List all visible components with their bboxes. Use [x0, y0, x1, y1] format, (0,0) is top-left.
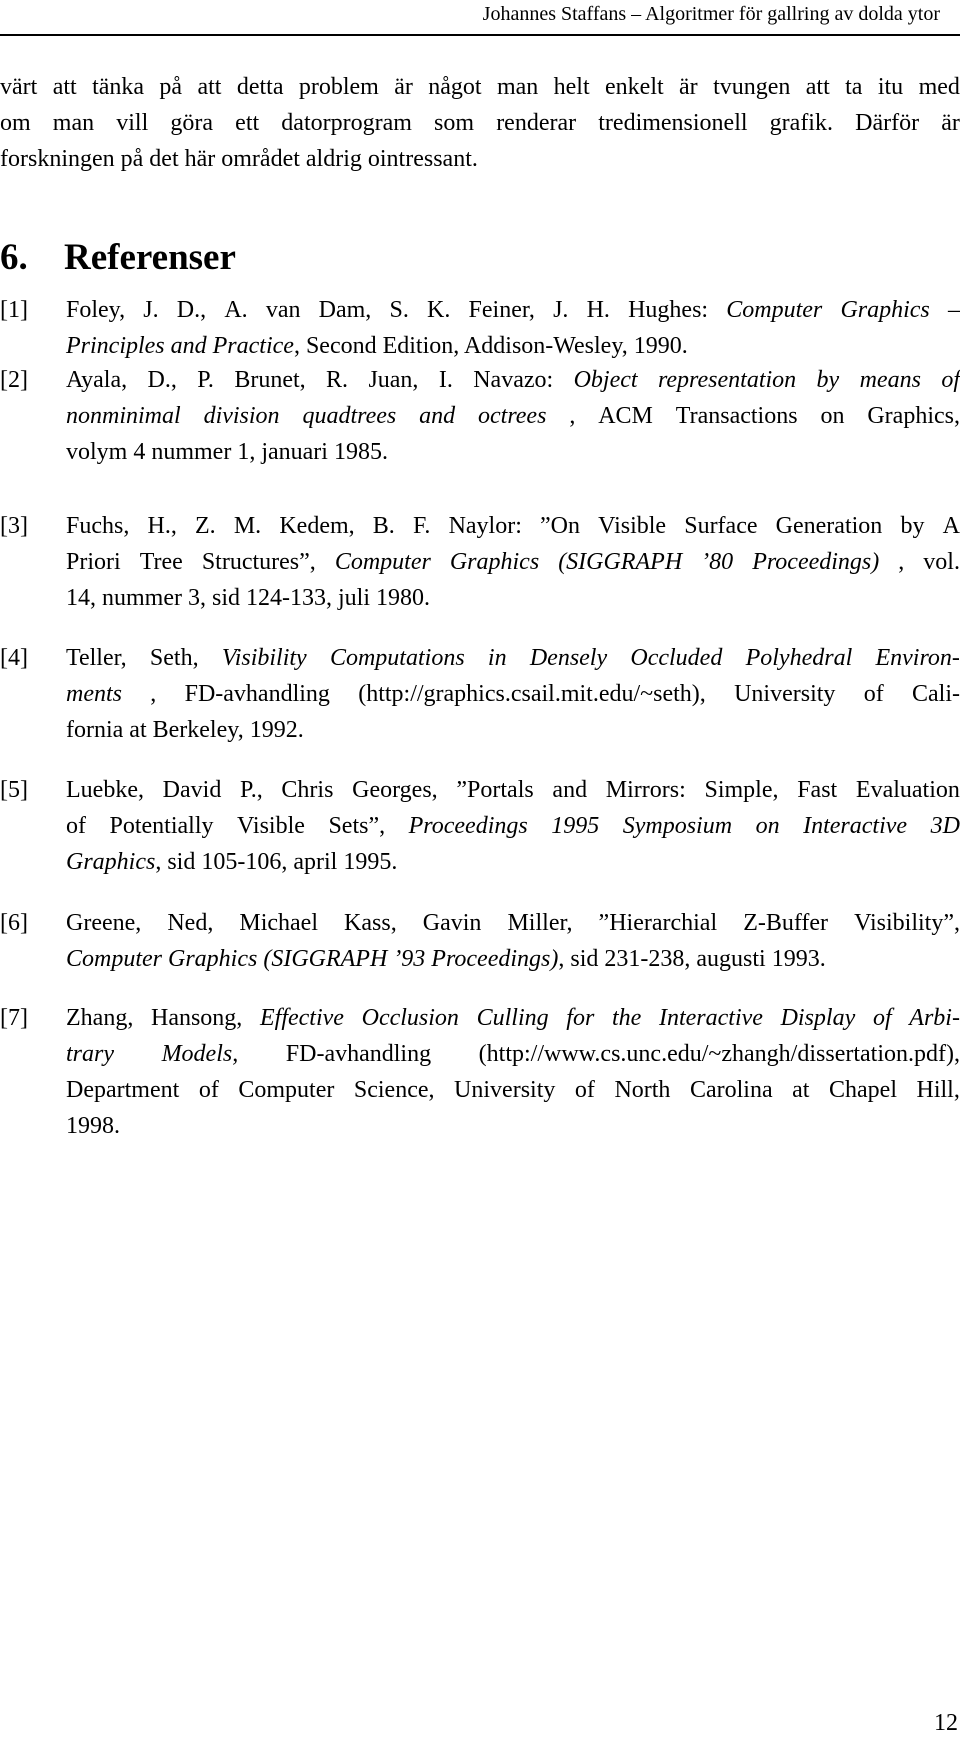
intro-word: vill [116, 110, 149, 136]
reference-line [66, 362, 960, 398]
header-rule [0, 34, 960, 36]
reference-segment: 14, nummer 3, sid 124-133, juli 1980. [66, 585, 430, 611]
reference-word: J. [143, 297, 159, 323]
reference-word: Surface [684, 513, 758, 539]
reference-word: FD-avhandling [184, 681, 330, 707]
reference-word: Interactive [803, 813, 908, 839]
intro-word: tvungen [713, 74, 791, 100]
intro-word: tänka [92, 74, 145, 100]
reference-label: [4] [0, 645, 28, 671]
intro-word: man [52, 110, 95, 136]
reference-word: Interactive [658, 1005, 763, 1031]
reference-line [66, 544, 960, 580]
intro-word: renderar [496, 110, 577, 136]
reference-text [66, 362, 960, 470]
reference-line [66, 844, 960, 880]
reference-word: of [863, 681, 884, 707]
reference-label: [6] [0, 910, 28, 936]
reference-word: on [820, 403, 845, 429]
section-heading [0, 236, 236, 280]
reference-word: Densely [529, 645, 608, 671]
reference-word: and [552, 777, 588, 803]
reference-line [66, 712, 960, 748]
reference-italic-text: Computer Graphics (SIGGRAPH ’93 Proceedings) [66, 946, 559, 972]
reference-word: M. [233, 513, 262, 539]
intro-line [0, 69, 960, 105]
reference-word: Occluded [630, 645, 723, 671]
reference-word: ”On [540, 513, 581, 539]
reference-line [66, 1036, 960, 1072]
reference-word: Foley, [66, 297, 126, 323]
reference-line [66, 1108, 960, 1144]
reference-word: of [198, 1077, 219, 1103]
reference-label: [2] [0, 367, 28, 393]
intro-word: på [159, 74, 183, 100]
reference-word: Graphics [449, 549, 540, 575]
reference-word: Teller, [66, 645, 127, 671]
reference-word: Ayala, [66, 367, 128, 393]
reference-label: [5] [0, 777, 28, 803]
intro-word: är [679, 74, 698, 100]
reference-word: FD-avhandling [285, 1041, 432, 1067]
reference-word: of [872, 1005, 892, 1031]
reference-line [66, 772, 960, 808]
reference-word: (SIGGRAPH [558, 549, 683, 575]
intro-word: ett [235, 110, 260, 136]
reference-text [66, 772, 960, 880]
intro-word: att [805, 74, 830, 100]
reference-word: Greene, [66, 910, 142, 936]
reference-word: Navazo: [473, 367, 554, 393]
reference-italic-text: Graphics [66, 849, 156, 875]
reference-word: Chapel [829, 1077, 897, 1103]
reference-word: Chris [281, 777, 334, 803]
reference-word: , [898, 549, 905, 575]
reference-segment: 1998. [66, 1113, 120, 1139]
reference-word: means [859, 367, 921, 393]
reference-word: H., [147, 513, 177, 539]
reference-word: 1995 [551, 813, 600, 839]
reference-segment: , Second Edition, Addison-Wesley, 1990. [293, 333, 688, 359]
reference-word: I. [438, 367, 453, 393]
intro-word: är [941, 110, 960, 136]
reference-word: Department [66, 1077, 180, 1103]
reference-word: on [755, 813, 780, 839]
reference-word: Cali- [912, 681, 960, 707]
intro-word: göra [170, 110, 214, 136]
intro-word: helt [553, 74, 590, 100]
reference-word: nonminimal [66, 403, 181, 429]
reference-word: of [574, 1077, 595, 1103]
reference-text [66, 292, 960, 364]
reference-line [66, 580, 960, 616]
reference-word: H. [586, 297, 610, 323]
running-header: Johannes Staffans – Algoritmer för gallring av dolda ytor [482, 3, 940, 25]
reference-text [66, 508, 960, 616]
reference-word: S. [389, 297, 409, 323]
section-number: 6. [0, 237, 28, 278]
reference-text [66, 640, 960, 748]
reference-word: by [900, 513, 925, 539]
reference-word: representation [657, 367, 797, 393]
reference-word: University [454, 1077, 556, 1103]
reference-word: Ned, [167, 910, 214, 936]
intro-word: om [0, 110, 31, 136]
reference-word: Visible [598, 513, 667, 539]
reference-word: Occlusion [361, 1005, 459, 1031]
reference-word: Tree [139, 549, 183, 575]
intro-word: problem [298, 74, 379, 100]
reference-word: Display [780, 1005, 856, 1031]
reference-word: David [162, 777, 222, 803]
reference-word: Priori [66, 549, 121, 575]
reference-word: – [947, 297, 960, 323]
reference-word: Visibility [221, 645, 307, 671]
intro-word: man [496, 74, 539, 100]
reference-word: Naylor: [448, 513, 522, 539]
reference-word: Gavin [422, 910, 482, 936]
reference-line [66, 434, 960, 470]
reference-word: University [734, 681, 836, 707]
reference-word: Luebke, [66, 777, 144, 803]
reference-line [66, 1000, 960, 1036]
reference-word: ’80 [701, 549, 734, 575]
reference-word: K. [427, 297, 451, 323]
reference-word: ”Portals [456, 777, 534, 803]
reference-text [66, 1000, 960, 1144]
intro-line [0, 105, 960, 141]
page-number: 12 [934, 1710, 958, 1736]
reference-word: vol. [923, 549, 960, 575]
reference-word: B. [372, 513, 395, 539]
intro-word: enkelt [605, 74, 664, 100]
intro-word: som [434, 110, 475, 136]
reference-word: Mirrors: [605, 777, 686, 803]
reference-word: Z-Buffer [743, 910, 829, 936]
reference-word: and [419, 403, 456, 429]
reference-line [66, 941, 960, 977]
intro-word: värt [0, 74, 38, 100]
intro-word: är [394, 74, 413, 100]
intro-word: att [197, 74, 222, 100]
reference-word: at [792, 1077, 810, 1103]
reference-word: Fuchs, [66, 513, 130, 539]
reference-word: Hill, [916, 1077, 960, 1103]
reference-word: van [265, 297, 301, 323]
reference-word: A. [224, 297, 248, 323]
reference-word: Proceedings) [752, 549, 880, 575]
reference-line [66, 328, 960, 364]
reference-word: Hansong, [150, 1005, 243, 1031]
reference-word: of [941, 367, 960, 393]
reference-word: Seth, [149, 645, 199, 671]
intro-word: itu [877, 74, 904, 100]
reference-word: Michael [239, 910, 318, 936]
reference-word: A [942, 513, 960, 539]
intro-word: Därför [855, 110, 920, 136]
intro-word: att [52, 74, 77, 100]
reference-word: Graphics, [867, 403, 960, 429]
reference-word: D., [147, 367, 177, 393]
intro-word: datorprogram [281, 110, 412, 136]
reference-word: Object [573, 367, 638, 393]
reference-label: [7] [0, 1005, 28, 1031]
reference-word: Kass, [344, 910, 397, 936]
reference-line [66, 1072, 960, 1108]
reference-word: Structures”, [201, 549, 316, 575]
reference-word: Polyhedral [745, 645, 853, 671]
reference-word: Effective [259, 1005, 344, 1031]
reference-word: in [487, 645, 507, 671]
reference-word: Sets”, [328, 813, 386, 839]
reference-word: Computer [726, 297, 823, 323]
reference-word: Miller, [507, 910, 573, 936]
reference-word: F. [412, 513, 431, 539]
reference-word: Symposium [622, 813, 733, 839]
reference-word: Visible [237, 813, 305, 839]
reference-word: Graphics [840, 297, 930, 323]
reference-word: Computations [329, 645, 465, 671]
reference-line [66, 398, 960, 434]
intro-word: tredimensionell [598, 110, 748, 136]
reference-word: Proceedings [408, 813, 528, 839]
reference-word: Culling [476, 1005, 549, 1031]
reference-word: P., [240, 777, 263, 803]
reference-word: Dam, [318, 297, 372, 323]
reference-word: quadtrees [302, 403, 397, 429]
reference-word: Visibility”, [854, 910, 960, 936]
reference-word: North [614, 1077, 671, 1103]
reference-word: , [150, 681, 157, 707]
reference-word: Kedem, [279, 513, 355, 539]
reference-word: (http://www.cs.unc.edu/~zhangh/dissertation.pdf), [478, 1041, 960, 1067]
reference-line [66, 292, 960, 328]
reference-word: the [611, 1005, 642, 1031]
intro-word: grafik. [769, 110, 833, 136]
reference-word: ”Hierarchial [598, 910, 718, 936]
reference-word: octrees [478, 403, 547, 429]
reference-word: Simple, [704, 777, 779, 803]
reference-word: Juan, [368, 367, 419, 393]
reference-label: [3] [0, 513, 28, 539]
reference-word: ACM [598, 403, 653, 429]
reference-text [66, 905, 960, 977]
reference-word: ments [66, 681, 122, 707]
reference-word: Generation [775, 513, 883, 539]
reference-word: (http://graphics.csail.mit.edu/~seth), [358, 681, 706, 707]
reference-word: of [66, 813, 86, 839]
reference-line [66, 905, 960, 941]
reference-word: by [816, 367, 840, 393]
reference-word: Feiner, [468, 297, 535, 323]
reference-word: division [203, 403, 280, 429]
intro-word: ta [845, 74, 863, 100]
reference-word: Hughes: [628, 297, 709, 323]
reference-word: Evaluation [855, 777, 960, 803]
reference-italic-text: Principles and Practice [66, 333, 294, 359]
reference-word: Brunet, [234, 367, 306, 393]
intro-word: något [428, 74, 482, 100]
reference-line [66, 508, 960, 544]
reference-word: Zhang, [66, 1005, 134, 1031]
intro-word: detta [236, 74, 284, 100]
reference-line [66, 808, 960, 844]
reference-word: for [566, 1005, 595, 1031]
intro-paragraph [0, 69, 960, 177]
reference-label: [1] [0, 297, 28, 323]
reference-word: Science, [353, 1077, 435, 1103]
reference-word: Z. [195, 513, 216, 539]
reference-segment: volym 4 nummer 1, januari 1985. [66, 439, 388, 465]
intro-word: med [918, 74, 960, 100]
reference-segment: fornia at Berkeley, 1992. [66, 717, 304, 743]
reference-segment: , sid 231-238, augusti 1993. [558, 946, 826, 972]
reference-word: Computer [238, 1077, 335, 1103]
reference-word: Transactions [675, 403, 798, 429]
reference-word: D., [176, 297, 207, 323]
reference-word: P. [197, 367, 214, 393]
section-title: Referenser [64, 237, 236, 278]
reference-word: 3D [930, 813, 960, 839]
reference-word: Models, [161, 1041, 239, 1067]
reference-word: trary [66, 1041, 114, 1067]
reference-word: Carolina [689, 1077, 773, 1103]
reference-word: R. [326, 367, 349, 393]
intro-line: forskningen på det här området aldrig ointressant. [0, 146, 478, 172]
reference-word: Arbi- [909, 1005, 960, 1031]
reference-line [66, 676, 960, 712]
reference-segment: , sid 105-106, april 1995. [155, 849, 398, 875]
reference-word: Potentially [109, 813, 214, 839]
reference-word: Fast [797, 777, 838, 803]
reference-word: Computer [334, 549, 431, 575]
reference-word: Georges, [352, 777, 438, 803]
reference-word: , [569, 403, 576, 429]
reference-word: Environ- [875, 645, 960, 671]
reference-word: J. [553, 297, 569, 323]
reference-line [66, 640, 960, 676]
